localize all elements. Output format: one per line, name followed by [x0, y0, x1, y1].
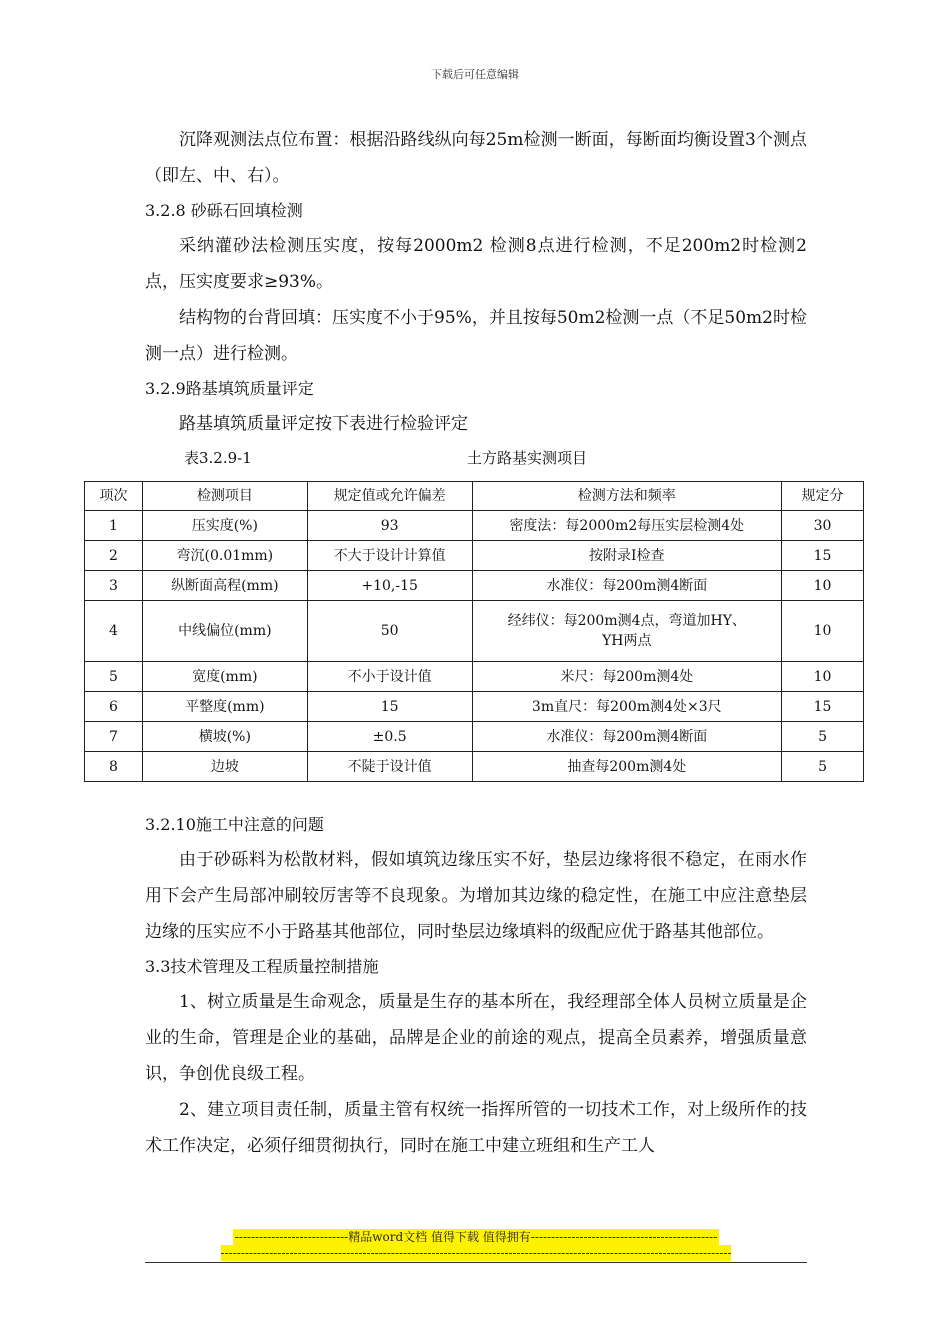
table-row [85, 752, 864, 782]
section-heading-3-2-8: 3.2.8 砂砾石回填检测 [145, 201, 303, 220]
paragraph-edge-compaction: 由于砂砾料为松散材料，假如填筑边缘压实不好，垫层边缘将很不稳定，在雨水作用下会产生局部冲刷较厉害等不良现象。为增加其边缘的稳定性，在施工中应注意垫层边缘的压实应不小于路基其他部位，同时垫层边缘填料的级配应优于路基其他部位。 [145, 850, 807, 942]
table-cell: 30 [782, 511, 864, 541]
table-cell: 6 [85, 692, 143, 722]
paragraph-sand-cone: 采纳灌砂法检测压实度，按每2000m2 检测8点进行检测，不足200m2时检测2点，压实度要求≥93%。 [145, 236, 807, 292]
table-cell: +10,-15 [307, 571, 472, 601]
table-cell: 93 [307, 511, 472, 541]
table-cell: 2 [85, 541, 143, 571]
section-heading-3-2-9: 3.2.9路基填筑质量评定 [145, 379, 314, 398]
table-cell: ±0.5 [307, 722, 472, 752]
table-cell: 1 [85, 511, 143, 541]
table-caption [184, 447, 784, 471]
inspection-table [84, 481, 864, 782]
table-row [85, 601, 864, 662]
table-cell: 中线偏位(mm) [142, 601, 307, 662]
body-text-bottom [145, 808, 807, 1164]
table-cell: 4 [85, 601, 143, 662]
table-row [85, 722, 864, 752]
table-cell: 抽查每200m测4处 [472, 752, 782, 782]
table-cell: 不小于设计值 [307, 662, 472, 692]
table-title: 土方路基实测项目 [467, 449, 588, 467]
paragraph-evaluation: 路基填筑质量评定按下表进行检验评定 [179, 414, 468, 434]
table-cell: 米尺：每200m测4处 [472, 662, 782, 692]
table-header-row [85, 482, 864, 511]
table-cell: 不大于设计计算值 [307, 541, 472, 571]
header-cell: 规定值或允许偏差 [307, 482, 472, 511]
table-row [85, 571, 864, 601]
table-cell: 7 [85, 722, 143, 752]
table-row [85, 662, 864, 692]
footer-banner: ----------------------------精品word文档 值得下载 值得拥有---------------------------------------------- [234, 1230, 718, 1244]
table-cell: 10 [782, 662, 864, 692]
table-cell: 宽度(mm) [142, 662, 307, 692]
table-cell: 5 [782, 752, 864, 782]
table-cell: 横坡(%) [142, 722, 307, 752]
table-cell: 压实度(%) [142, 511, 307, 541]
table-cell: 3m直尺：每200m测4处×3尺 [472, 692, 782, 722]
table-cell: 水准仪：每200m测4断面 [472, 722, 782, 752]
table-row [85, 541, 864, 571]
header-cell: 检测项目 [142, 482, 307, 511]
table-row [85, 511, 864, 541]
page-footer [145, 1229, 807, 1261]
table-cell: 5 [782, 722, 864, 752]
table-cell: 5 [85, 662, 143, 692]
table-cell: 经纬仪：每200m测4点，弯道加HY、YH两点 [472, 601, 782, 662]
paragraph-quality-concept: 1、树立质量是生命观念，质量是生存的基本所在，我经理部全体人员树立质量是企业的生命，管理是企业的基础，品牌是企业的前途的观点，提高全员素养，增强质量意识，争创优良级工程。 [145, 992, 807, 1084]
table-row [85, 692, 864, 722]
table-cell: 平整度(mm) [142, 692, 307, 722]
table-cell: 50 [307, 601, 472, 662]
table-cell: 3 [85, 571, 143, 601]
table-cell: 弯沉(0.01mm) [142, 541, 307, 571]
paragraph-responsibility: 2、建立项目责任制，质量主管有权统一指挥所管的一切技术工作，对上级所作的技术工作决定，必须仔细贯彻执行，同时在施工中建立班组和生产工人 [145, 1100, 807, 1156]
section-heading-3-2-10: 3.2.10施工中注意的问题 [145, 815, 324, 834]
table-cell: 边坡 [142, 752, 307, 782]
table-cell: 纵断面高程(mm) [142, 571, 307, 601]
header-cell: 规定分 [782, 482, 864, 511]
table-cell: 15 [307, 692, 472, 722]
table-cell: 不陡于设计值 [307, 752, 472, 782]
section-heading-3-3: 3.3技术管理及工程质量控制措施 [145, 957, 379, 976]
table-cell: 15 [782, 541, 864, 571]
page-header: 下载后可任意编辑 [431, 68, 519, 81]
table-cell: 8 [85, 752, 143, 782]
footer-dash-line: ------------------------------------------------------------------------------------------------------------------------------ [220, 1246, 732, 1260]
header-cell: 项次 [85, 482, 143, 511]
footer-rule [145, 1262, 807, 1263]
table-cell: 10 [782, 571, 864, 601]
table-cell: 10 [782, 601, 864, 662]
paragraph-settlement: 沉降观测法点位布置：根据沿路线纵向每25m检测一断面，每断面均衡设置3个测点（即左、中、右）。 [145, 130, 807, 186]
table-number: 表3.2.9-1 [184, 449, 252, 467]
body-text-top [145, 122, 807, 442]
paragraph-backfill: 结构物的台背回填：压实度不小于95%，并且按每50m2检测一点（不足50m2时检测一点）进行检测。 [145, 308, 807, 364]
table-cell: 按附录I检查 [472, 541, 782, 571]
table-cell: 密度法：每2000m2每压实层检测4处 [472, 511, 782, 541]
table-cell: 15 [782, 692, 864, 722]
header-cell: 检测方法和频率 [472, 482, 782, 511]
table-cell: 水准仪：每200m测4断面 [472, 571, 782, 601]
